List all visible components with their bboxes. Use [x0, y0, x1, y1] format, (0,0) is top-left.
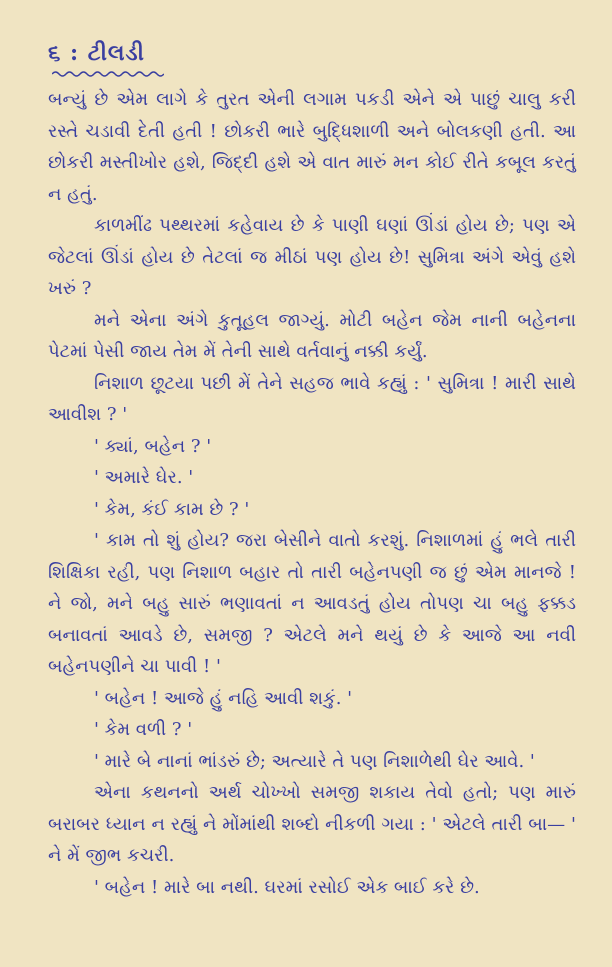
paragraph-2: કાળમીંઢ પથ્થરમાં કહેવાય છે કે પાણી ઘણાં ઊંડાં હોય છે; પણ એ જેટલાં ઊંડાં હોય છે તેટલાં જ મીઠાં પણ હોય છે! સુમિત્રા અંગે એવું હશે ખરું ? [48, 215, 576, 299]
paragraph-1: બન્યું છે એમ લાગે કે તુરત એની લગામ પકડી એને એ પાછું ચાલુ કરી રસ્તે ચડાવી દેતી હતી ! છોકરી ભારે બુદ્ધિશાળી અને બોલકણી હતી. આ છોકરી મસ્તીખોર હશે, જિદ્દી હશે એ વાત મારું મન કોઈ રીતે કબૂલ કરતું ન હતું. [48, 89, 576, 205]
paragraph-siblings: ' મારે બે નાનાં ભાંડરું છે; અત્યારે તે પણ નિશાળેથી ઘેર આવે. ' [94, 750, 535, 772]
paragraph-3: મને એના અંગે કુતૂહલ જાગ્યું. મોટી બહેન જેમ નાની બહેનના પેટમાં પેસી જાય તેમ મેં તેની સાથે વર્તવાનું નક્કી કર્યું. [48, 309, 576, 362]
paragraph-4: નિશાળ છૂટયા પછી મેં તેને સહજ ભાવે કહ્યું : ' સુમિત્રા ! મારી સાથે આવીશ ? ' [48, 372, 576, 425]
running-header [48, 38, 576, 68]
paragraph-teacher-speech: ' કામ તો શું હોય? જરા બેસીને વાતો કરશું. નિશાળમાં હું ભલે તારી શિક્ષિકા રહી, પણ નિશાળ બહાર તો તારી બહેનપણી જ છું એમ માનજે ! ને જો, મને બહુ સારું ભણાવતાં ન આવડતું હોય તોપણ ચા બહુ ફક્કડ બનાવતાં આવડે છે, સમજી ? એટલે મને થયું છે કે આજે આ નવી બહેનપણીને ચા પાવી ! ' [48, 530, 576, 677]
dialogue-line-5: ' કેમ વળી ? ' [94, 719, 193, 740]
dialogue-line-3: ' કેમ, કંઈ કામ છે ? ' [94, 498, 250, 520]
dialogue-line-2: ' અમારે ઘેર. ' [94, 467, 194, 488]
paragraph-narration: એના કથનનો અર્થ ચોખ્ખો સમજી શકાય તેવો હતો; પણ મારું બરાબર ધ્યાન ન રહ્યું ને મોંમાંથી શબ્દો નીકળી ગયા : ' એટલે તારી બા— ' ને મેં જીભ કચરી. [48, 782, 576, 866]
paragraph-last: ' બહેન ! મારે બા નથી. ઘરમાં રસોઈ એક બાઈ કરે છે. [94, 876, 480, 898]
header-separator: : [70, 40, 80, 66]
chapter-title: ટીલડી [87, 40, 145, 66]
dialogue-line-4: ' બહેન ! આજે હું નહિ આવી શકું. ' [94, 687, 353, 709]
page-number: ૬ [48, 40, 62, 66]
header-ornament-squiggle [52, 70, 164, 78]
dialogue-line-1: ' ક્યાં, બહેન ? ' [94, 435, 212, 457]
